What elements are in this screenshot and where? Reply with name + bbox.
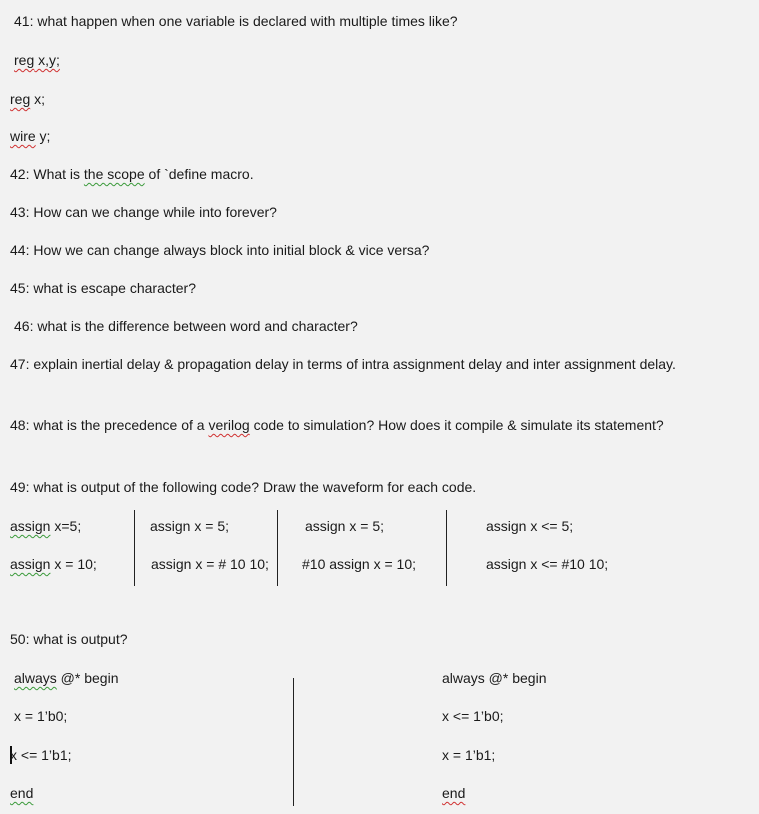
code-line: [14, 669, 119, 687]
code-line: [10, 555, 97, 573]
code-line: assign x = # 10 10;: [151, 556, 269, 572]
question-49: 49: what is output of the following code? Draw the waveform for each code.: [10, 479, 477, 495]
code-line: x <= 1’b0;: [442, 708, 504, 724]
code-line: assign x = 5;: [150, 518, 229, 534]
question-41: 41: what happen when one variable is declared with multiple times like?: [14, 13, 458, 29]
code-line: x <= 1’b1;: [10, 747, 72, 763]
question-43: 43: How can we change while into forever?: [10, 204, 277, 220]
keyword: assign: [10, 556, 51, 572]
keyword: wire: [10, 128, 36, 144]
code-line: [442, 784, 465, 802]
keyword: reg: [10, 91, 31, 107]
text: the scope: [83, 166, 145, 182]
column-divider: [134, 510, 135, 586]
code-line: [10, 517, 81, 535]
code-text: x;: [30, 91, 46, 107]
code-text: @* begin: [56, 670, 119, 686]
code-line: assign x <= 5;: [486, 518, 574, 534]
keyword: reg: [14, 52, 35, 68]
code-text: y;: [35, 128, 51, 144]
text: of `define macro.: [144, 166, 254, 182]
code-text: x = 10;: [50, 556, 97, 572]
question-42: [10, 165, 254, 183]
code-line: x = 1’b1;: [442, 747, 496, 763]
column-divider: [277, 510, 278, 586]
code-line: #10 assign x = 10;: [302, 556, 417, 572]
code-line: [10, 127, 50, 145]
question-47: 47: explain inertial delay & propagation delay in terms of intra assignment delay and inter assignment delay.: [10, 356, 676, 372]
question-44: 44: How we can change always block into initial block & vice versa?: [10, 242, 430, 258]
column-divider: [446, 510, 447, 586]
question-48: [10, 414, 670, 437]
question-46: 46: what is the difference between word and character?: [14, 318, 358, 334]
code-text: x,y;: [34, 52, 60, 68]
code-text: x=5;: [50, 518, 82, 534]
code-line: [14, 51, 60, 69]
keyword: end: [442, 785, 466, 801]
code-line: [10, 784, 33, 802]
keyword: always: [14, 670, 57, 686]
question-45: 45: what is escape character?: [10, 280, 196, 296]
code-line: assign x <= #10 10;: [486, 556, 609, 572]
keyword: assign: [10, 518, 51, 534]
code-line: always @* begin: [442, 670, 547, 686]
code-line: [10, 90, 45, 108]
code-line: x = 1’b0;: [14, 708, 68, 724]
code-line: assign x = 5;: [305, 518, 384, 534]
column-divider: [293, 678, 294, 806]
text: 48: what is the precedence of a: [10, 417, 209, 433]
text: verilog: [208, 417, 250, 433]
question-50: 50: what is output?: [10, 631, 128, 647]
text: 42: What is: [10, 166, 84, 182]
text: code to simulation? How does it compile & simulate its statement?: [249, 417, 664, 433]
keyword: end: [10, 785, 34, 801]
